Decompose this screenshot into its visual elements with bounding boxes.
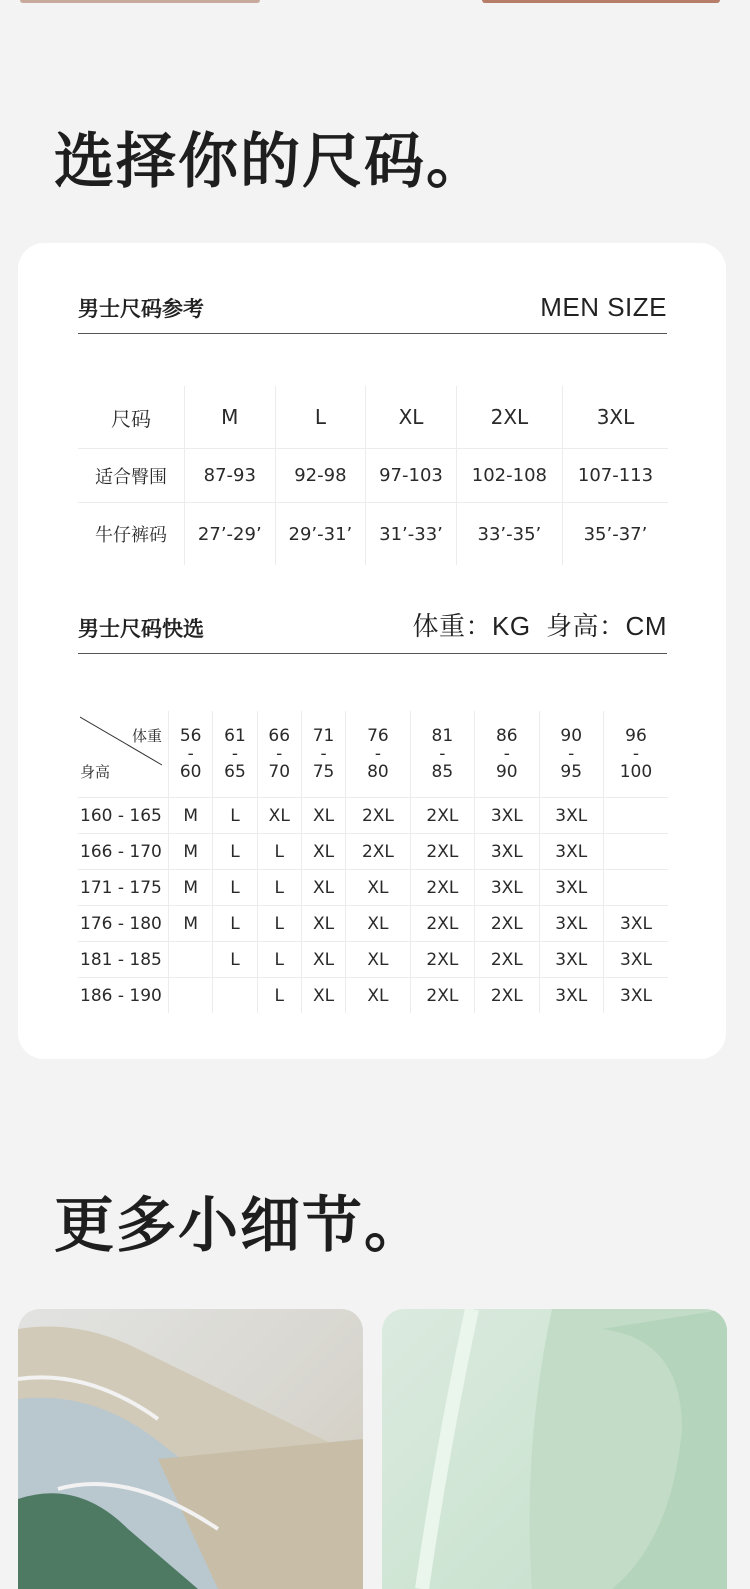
size-cell — [169, 942, 213, 978]
range-dash: - — [231, 744, 239, 764]
size-cell: 2XL — [410, 870, 474, 906]
size-cell: L — [257, 906, 301, 942]
weight-range — [346, 711, 410, 798]
size-cell — [603, 870, 668, 906]
size-reference-header-row — [78, 386, 668, 449]
table-cell: 87-93 — [185, 449, 276, 503]
table-row — [78, 978, 668, 1014]
table-cell: 牛仔裤码 — [78, 503, 185, 566]
size-cell: 3XL — [539, 870, 603, 906]
quick-select-units: 体重：KG 身高：CM — [412, 611, 667, 641]
size-cell: 3XL — [475, 870, 539, 906]
size-cell: XL — [301, 978, 345, 1014]
table-cell: 27’-29’ — [185, 503, 276, 566]
table-cell: 尺码 — [111, 406, 151, 431]
range-dash: - — [187, 744, 194, 764]
size-cell: 3XL — [539, 834, 603, 870]
weight-low: 81 — [431, 726, 454, 746]
table-row — [78, 449, 668, 503]
size-cell: 2XL — [410, 798, 474, 834]
weight-low: 96 — [625, 726, 647, 746]
table-cell: 97-103 — [366, 449, 457, 503]
weight-high: 80 — [367, 762, 389, 782]
weight-range — [410, 711, 474, 798]
weight-high: 70 — [268, 762, 291, 782]
size-cell: L — [213, 906, 257, 942]
size-cell: L — [213, 798, 257, 834]
previous-image-edge-right — [482, 0, 720, 3]
weight-low: 86 — [495, 726, 518, 746]
height-range-cell: 181 - 185 — [78, 942, 169, 978]
weight-low: 76 — [367, 726, 389, 746]
size-reference-title: 男士尺码参考 — [78, 297, 204, 321]
weight-high: 95 — [560, 762, 583, 782]
weight-range — [301, 711, 345, 798]
size-cell: XL — [346, 906, 410, 942]
quick-select-header-row — [78, 711, 668, 798]
size-cell: L — [213, 870, 257, 906]
table-cell: M — [185, 386, 276, 449]
table-row — [78, 503, 668, 566]
size-reference-subtitle: MEN SIZE — [540, 292, 667, 322]
size-cell: L — [213, 942, 257, 978]
quick-select-header — [78, 611, 667, 654]
table-row — [78, 870, 668, 906]
table-cell: 92-98 — [275, 449, 366, 503]
size-cell: XL — [301, 870, 345, 906]
table-row — [78, 834, 668, 870]
weight-high: 60 — [179, 762, 202, 782]
size-cell: L — [257, 834, 301, 870]
weight-low: 90 — [560, 726, 583, 746]
table-cell: 适合臀围 — [78, 449, 185, 503]
weight-high: 90 — [495, 762, 518, 782]
size-cell: 2XL — [346, 798, 410, 834]
table-cell: 107-113 — [562, 449, 668, 503]
weight-axis-label: 体重 — [131, 727, 162, 745]
range-dash: - — [439, 744, 446, 764]
size-cell: 2XL — [410, 978, 474, 1014]
size-cell: L — [257, 978, 301, 1014]
range-dash: - — [374, 744, 381, 764]
weight-low: 56 — [179, 726, 202, 746]
size-reference-header — [78, 291, 667, 334]
table-cell: L — [275, 386, 366, 449]
size-cell: XL — [301, 906, 345, 942]
height-axis-label: 身高 — [80, 763, 111, 781]
table-row — [78, 942, 668, 978]
corner-cell — [78, 711, 169, 798]
size-chart-card — [18, 243, 726, 1059]
size-cell: 2XL — [410, 906, 474, 942]
weight-range — [539, 711, 603, 798]
weight-range — [169, 711, 213, 798]
range-dash: - — [568, 744, 575, 764]
table-cell: 31’-33’ — [366, 503, 457, 566]
weight-range — [603, 711, 668, 798]
size-cell: 3XL — [475, 798, 539, 834]
height-range-cell: 166 - 170 — [78, 834, 169, 870]
size-cell: 3XL — [539, 798, 603, 834]
size-cell: 2XL — [475, 942, 539, 978]
size-cell: XL — [257, 798, 301, 834]
fabric-detail-image — [382, 1309, 727, 1589]
diagonal-divider — [80, 711, 164, 797]
table-cell: 29’-31’ — [275, 503, 366, 566]
waistband-illustration — [18, 1309, 363, 1589]
height-range-cell: 160 - 165 — [78, 798, 169, 834]
size-cell: XL — [301, 942, 345, 978]
size-cell — [213, 978, 257, 1014]
size-cell: 3XL — [603, 906, 668, 942]
range-dash: - — [632, 744, 640, 764]
size-cell: XL — [346, 942, 410, 978]
more-details-heading: 更多小细节。 — [54, 1191, 426, 1261]
quick-select-title: 男士尺码快选 — [78, 617, 204, 641]
range-dash: - — [320, 744, 327, 764]
choose-size-heading: 选择你的尺码。 — [54, 127, 488, 197]
table-row — [78, 798, 668, 834]
weight-high: 75 — [312, 762, 335, 782]
size-cell: M — [169, 834, 213, 870]
size-cell: 2XL — [346, 834, 410, 870]
size-cell — [603, 834, 668, 870]
table-row — [78, 906, 668, 942]
weight-high: 65 — [224, 762, 246, 782]
weight-range — [213, 711, 257, 798]
size-cell: 2XL — [410, 834, 474, 870]
size-cell: 2XL — [475, 978, 539, 1014]
weight-range — [475, 711, 539, 798]
weight-range — [257, 711, 301, 798]
size-cell: XL — [346, 870, 410, 906]
size-cell: L — [213, 834, 257, 870]
height-range-cell: 176 - 180 — [78, 906, 169, 942]
fabric-illustration — [382, 1309, 727, 1589]
weight-low: 66 — [268, 726, 291, 746]
size-cell: 3XL — [475, 834, 539, 870]
size-cell: L — [257, 870, 301, 906]
height-range-cell: 171 - 175 — [78, 870, 169, 906]
table-cell: 35’-37’ — [562, 503, 668, 566]
size-cell: 3XL — [539, 978, 603, 1014]
size-cell: XL — [301, 798, 345, 834]
weight-high: 100 — [619, 762, 653, 782]
size-cell: 3XL — [539, 942, 603, 978]
size-cell: 3XL — [603, 978, 668, 1014]
size-cell: M — [169, 906, 213, 942]
size-cell: M — [169, 798, 213, 834]
height-range-cell: 186 - 190 — [78, 978, 169, 1014]
size-cell: 2XL — [410, 942, 474, 978]
weight-low: 71 — [312, 726, 335, 746]
size-cell: XL — [301, 834, 345, 870]
previous-image-edge-left — [20, 0, 260, 3]
waistband-detail-image — [18, 1309, 363, 1589]
size-cell: M — [169, 870, 213, 906]
table-cell: 2XL — [456, 386, 562, 449]
size-cell — [603, 798, 668, 834]
size-cell — [169, 978, 213, 1014]
size-cell: 2XL — [475, 906, 539, 942]
size-cell: 3XL — [539, 906, 603, 942]
quick-select-table — [78, 711, 668, 1013]
table-cell: 102-108 — [456, 449, 562, 503]
range-dash: - — [276, 744, 283, 764]
range-dash: - — [503, 744, 510, 764]
size-reference-table — [78, 386, 668, 565]
weight-low: 61 — [224, 726, 246, 746]
weight-high: 85 — [431, 762, 454, 782]
size-cell: XL — [346, 978, 410, 1014]
table-cell: XL — [366, 386, 457, 449]
table-cell: 33’-35’ — [456, 503, 562, 566]
table-cell: 3XL — [562, 386, 668, 449]
size-cell: L — [257, 942, 301, 978]
size-cell: 3XL — [603, 942, 668, 978]
